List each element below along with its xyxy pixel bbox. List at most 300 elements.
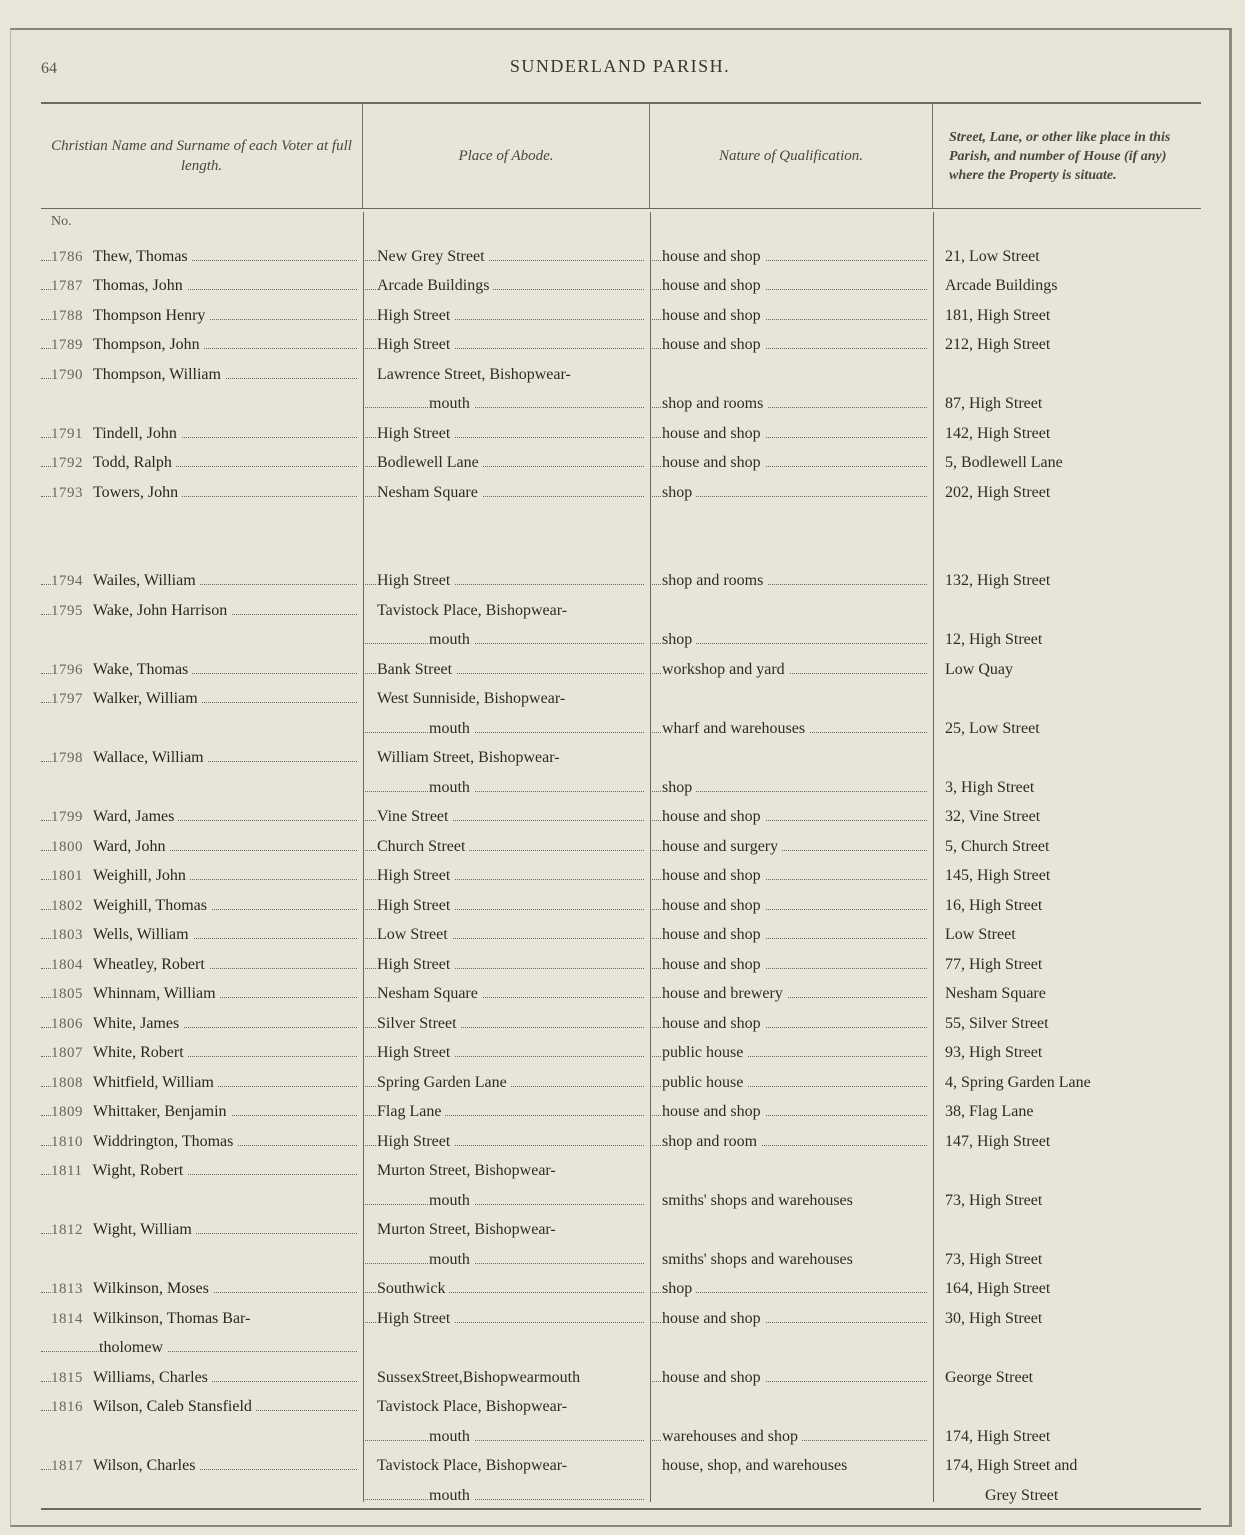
property-cell bbox=[933, 1007, 1201, 1037]
abode-cell-text: Murton Street, Bishopwear- bbox=[377, 1221, 560, 1239]
qualification-cell bbox=[650, 1037, 933, 1067]
property-cell bbox=[933, 801, 1201, 831]
voter-cell bbox=[41, 1155, 363, 1185]
property-cell bbox=[933, 889, 1201, 919]
qualification-cell bbox=[650, 1479, 933, 1509]
voter-cell bbox=[41, 1214, 363, 1244]
voter-entry bbox=[51, 1221, 196, 1239]
abode-cell-text: SussexStreet,Bishopwearmouth bbox=[377, 1369, 584, 1387]
abode-cell-text: Silver Street bbox=[377, 1015, 461, 1033]
qualification-cell bbox=[650, 1273, 933, 1303]
voter-cell bbox=[41, 742, 363, 772]
table-row bbox=[41, 801, 1201, 831]
abode-cell bbox=[363, 830, 650, 860]
table-header bbox=[41, 104, 1201, 208]
abode-cell-text: mouth bbox=[429, 779, 474, 797]
qualification-cell bbox=[650, 240, 933, 270]
page-number: 64 bbox=[41, 60, 57, 77]
qualification-cell-text: smiths' shops and warehouses bbox=[662, 1192, 857, 1210]
abode-cell-text: Church Street bbox=[377, 838, 469, 856]
blank-space bbox=[41, 506, 1201, 565]
voter-number: 1799 bbox=[51, 809, 83, 825]
voter-entry bbox=[51, 690, 202, 708]
voter-name: Wilson, Caleb Stansfield bbox=[93, 1398, 252, 1415]
abode-cell bbox=[363, 417, 650, 447]
voter-entry bbox=[51, 1280, 213, 1298]
voter-name: Tindell, John bbox=[93, 424, 177, 442]
abode-cell-text: High Street bbox=[377, 1044, 454, 1062]
qualification-cell bbox=[650, 388, 933, 418]
abode-cell bbox=[363, 1273, 650, 1303]
voter-cell bbox=[41, 1361, 363, 1391]
abode-cell-text: Lawrence Street, Bishopwear- bbox=[377, 366, 575, 384]
voter-cell bbox=[41, 1096, 363, 1126]
document-page bbox=[10, 28, 1232, 1527]
voter-cell bbox=[41, 712, 363, 742]
voter-cell bbox=[41, 299, 363, 329]
voter-name: White, Robert bbox=[93, 1044, 184, 1061]
property-cell-text: Low Quay bbox=[945, 661, 1017, 679]
table-row bbox=[41, 1155, 1201, 1185]
qualification-cell bbox=[650, 447, 933, 477]
voter-entry bbox=[51, 1074, 218, 1092]
voter-entry bbox=[51, 897, 211, 915]
voter-name: Wilkinson, Thomas Bar- bbox=[93, 1309, 251, 1327]
table-row bbox=[41, 270, 1201, 300]
qualification-cell-text: house and shop bbox=[662, 454, 765, 472]
qualification-cell bbox=[650, 801, 933, 831]
property-cell-text: 93, High Street bbox=[945, 1044, 1046, 1062]
abode-cell-text: High Street bbox=[377, 867, 454, 885]
voter-name: Walker, William bbox=[93, 690, 198, 707]
property-cell bbox=[933, 299, 1201, 329]
voter-number: 1808 bbox=[51, 1074, 83, 1091]
abode-cell-text: Tavistock Place, Bishopwear- bbox=[377, 1398, 571, 1416]
abode-cell-text: Southwick bbox=[377, 1280, 449, 1298]
table-row bbox=[41, 1096, 1201, 1126]
abode-cell-text: Bank Street bbox=[377, 661, 456, 679]
qualification-cell-text: shop and rooms bbox=[662, 395, 767, 413]
header-rule-bottom bbox=[41, 208, 1201, 209]
voter-cell bbox=[41, 358, 363, 388]
voter-name: Weighill, Thomas bbox=[93, 896, 207, 914]
qualification-cell-text: house, shop, and warehouses bbox=[662, 1457, 851, 1475]
voter-entry bbox=[51, 867, 190, 885]
property-cell-text: 21, Low Street bbox=[945, 248, 1044, 266]
abode-cell-text: High Street bbox=[377, 1133, 454, 1151]
voter-cell bbox=[41, 1125, 363, 1155]
voter-name: White, James bbox=[93, 1014, 180, 1032]
qualification-cell-text: shop bbox=[662, 631, 696, 649]
voter-number: 1807 bbox=[51, 1045, 83, 1061]
qualification-cell bbox=[650, 1007, 933, 1037]
property-cell bbox=[933, 1273, 1201, 1303]
abode-cell-text: mouth bbox=[429, 395, 474, 413]
property-cell bbox=[933, 329, 1201, 359]
property-cell bbox=[933, 860, 1201, 890]
voter-name: Widdrington, Thomas bbox=[93, 1132, 234, 1150]
voter-cell bbox=[41, 1332, 363, 1362]
qualification-cell-text: shop and room bbox=[662, 1133, 761, 1151]
qualification-cell bbox=[650, 476, 933, 506]
voter-name: Thompson, William bbox=[93, 365, 221, 383]
property-cell-text: 181, High Street bbox=[945, 307, 1054, 325]
voter-register-table bbox=[41, 212, 1201, 1508]
property-cell-text: Arcade Buildings bbox=[945, 277, 1061, 295]
voter-cell bbox=[41, 771, 363, 801]
voter-number: 1800 bbox=[51, 838, 83, 855]
table-row bbox=[41, 653, 1201, 683]
property-cell bbox=[933, 565, 1201, 595]
voter-cell bbox=[41, 1302, 363, 1332]
abode-cell bbox=[363, 476, 650, 506]
property-cell bbox=[933, 476, 1201, 506]
voter-number: 1809 bbox=[51, 1104, 83, 1120]
qualification-cell bbox=[650, 1302, 933, 1332]
abode-cell bbox=[363, 565, 650, 595]
voter-cell bbox=[41, 889, 363, 919]
voter-entry bbox=[51, 484, 182, 502]
qualification-cell bbox=[650, 860, 933, 890]
voter-entry bbox=[51, 1133, 237, 1151]
voter-cell bbox=[41, 1479, 363, 1509]
voter-entry bbox=[51, 454, 176, 472]
table-row bbox=[41, 1361, 1201, 1391]
abode-cell bbox=[363, 860, 650, 890]
abode-cell-text: Nesham Square bbox=[377, 484, 482, 502]
table-row bbox=[41, 417, 1201, 447]
qualification-cell-text: warehouses and shop bbox=[662, 1428, 802, 1446]
abode-cell-text: William Street, Bishopwear- bbox=[377, 749, 564, 767]
voter-number: 1787 bbox=[51, 278, 83, 294]
voter-number: 1788 bbox=[51, 307, 83, 324]
qualification-cell-text: shop bbox=[662, 484, 696, 502]
voter-cell bbox=[41, 683, 363, 713]
table-row bbox=[41, 1243, 1201, 1273]
table-row bbox=[41, 1007, 1201, 1037]
property-cell-text: 212, High Street bbox=[945, 336, 1054, 354]
table-row bbox=[41, 1066, 1201, 1096]
property-cell bbox=[933, 1420, 1201, 1450]
qualification-cell bbox=[650, 1332, 933, 1362]
qualification-cell-text: house and shop bbox=[662, 248, 765, 266]
property-cell-text: 32, Vine Street bbox=[945, 808, 1044, 826]
page-title: SUNDERLAND PARISH. bbox=[509, 56, 731, 76]
abode-cell-text: mouth bbox=[429, 1192, 474, 1210]
abode-cell bbox=[363, 358, 650, 388]
table-row bbox=[41, 240, 1201, 270]
property-cell bbox=[933, 948, 1201, 978]
abode-cell bbox=[363, 240, 650, 270]
voter-cell bbox=[41, 447, 363, 477]
table-row bbox=[41, 388, 1201, 418]
property-cell bbox=[933, 624, 1201, 654]
abode-cell bbox=[363, 1450, 650, 1480]
property-cell bbox=[933, 417, 1201, 447]
qualification-cell-text: house and shop bbox=[662, 1015, 765, 1033]
voter-cell bbox=[41, 1243, 363, 1273]
voter-name: Towers, John bbox=[93, 483, 179, 501]
property-cell bbox=[933, 447, 1201, 477]
property-cell-text: 25, Low Street bbox=[945, 720, 1044, 738]
table-row bbox=[41, 948, 1201, 978]
property-cell-text: 77, High Street bbox=[945, 956, 1046, 974]
property-cell-text: 202, High Street bbox=[945, 484, 1054, 502]
abode-cell-text: High Street bbox=[377, 572, 454, 590]
property-cell bbox=[933, 653, 1201, 683]
property-cell bbox=[933, 1479, 1201, 1509]
qualification-cell bbox=[650, 742, 933, 772]
property-cell-text: 5, Church Street bbox=[945, 838, 1053, 856]
voter-name: Thompson Henry bbox=[93, 306, 206, 324]
abode-cell-text: High Street bbox=[377, 307, 454, 325]
table-row bbox=[41, 1479, 1201, 1509]
abode-cell bbox=[363, 801, 650, 831]
column-header-qualification: Nature of Qualification. bbox=[650, 104, 933, 208]
abode-cell bbox=[363, 771, 650, 801]
abode-cell-text: High Street bbox=[377, 956, 454, 974]
abode-cell-text: mouth bbox=[429, 631, 474, 649]
voter-entry bbox=[51, 572, 200, 590]
qualification-cell-text: shop and rooms bbox=[662, 572, 767, 590]
qualification-cell-text: smiths' shops and warehouses bbox=[662, 1251, 857, 1269]
voter-name-continued: tholomew bbox=[99, 1339, 167, 1357]
abode-cell bbox=[363, 712, 650, 742]
property-cell-text: 132, High Street bbox=[945, 572, 1054, 590]
property-cell bbox=[933, 1243, 1201, 1273]
voter-cell bbox=[41, 270, 363, 300]
qualification-cell bbox=[650, 358, 933, 388]
property-cell bbox=[933, 978, 1201, 1008]
property-cell bbox=[933, 771, 1201, 801]
qualification-cell bbox=[650, 1125, 933, 1155]
property-cell bbox=[933, 919, 1201, 949]
qualification-cell bbox=[650, 712, 933, 742]
property-cell bbox=[933, 1391, 1201, 1421]
voter-cell bbox=[41, 388, 363, 418]
voter-name: Wight, William bbox=[93, 1221, 192, 1238]
property-cell bbox=[933, 240, 1201, 270]
property-cell-text: 164, High Street bbox=[945, 1280, 1054, 1298]
qualification-cell-text: house and shop bbox=[662, 956, 765, 974]
voter-entry bbox=[51, 336, 204, 354]
abode-cell bbox=[363, 919, 650, 949]
abode-cell-text: Arcade Buildings bbox=[377, 277, 493, 295]
abode-cell-text: High Street bbox=[377, 897, 454, 915]
property-cell bbox=[933, 1450, 1201, 1480]
qualification-cell bbox=[650, 683, 933, 713]
property-cell bbox=[933, 594, 1201, 624]
voter-number: 1797 bbox=[51, 691, 83, 707]
qualification-cell bbox=[650, 978, 933, 1008]
qualification-cell bbox=[650, 417, 933, 447]
voter-name: Williams, Charles bbox=[93, 1368, 208, 1386]
table-row bbox=[41, 683, 1201, 713]
abode-cell bbox=[363, 329, 650, 359]
voter-name: Wallace, William bbox=[93, 749, 204, 766]
voter-name: Wake, John Harrison bbox=[93, 601, 228, 619]
voter-cell bbox=[41, 329, 363, 359]
voter-number: 1803 bbox=[51, 927, 83, 943]
property-cell-text: 147, High Street bbox=[945, 1133, 1054, 1151]
voter-name: Thomas, John bbox=[93, 277, 183, 294]
voter-entry bbox=[51, 985, 220, 1003]
table-row bbox=[41, 447, 1201, 477]
voter-entry bbox=[51, 1015, 183, 1033]
table-row bbox=[41, 860, 1201, 890]
column-header-property-location: Street, Lane, or other like place in this Parish, and number of House (if any) where the Property is situate. bbox=[949, 129, 1171, 183]
table-row bbox=[41, 1332, 1201, 1362]
voter-cell bbox=[41, 801, 363, 831]
abode-cell bbox=[363, 1066, 650, 1096]
abode-cell bbox=[363, 1332, 650, 1362]
table-row bbox=[41, 329, 1201, 359]
voter-name: Thew, Thomas bbox=[93, 247, 188, 265]
voter-entry bbox=[51, 1162, 187, 1180]
qualification-cell bbox=[650, 771, 933, 801]
voter-cell bbox=[41, 1450, 363, 1480]
voter-number: 1789 bbox=[51, 337, 83, 353]
property-cell bbox=[933, 1037, 1201, 1067]
table-row bbox=[41, 1125, 1201, 1155]
qualification-cell-text: house and shop bbox=[662, 867, 765, 885]
voter-name: Wilkinson, Moses bbox=[93, 1280, 209, 1297]
voter-number: 1804 bbox=[51, 956, 83, 973]
voter-entry bbox=[51, 838, 169, 856]
voter-number: 1792 bbox=[51, 455, 83, 471]
table-row bbox=[41, 1420, 1201, 1450]
property-cell bbox=[933, 1184, 1201, 1214]
property-cell bbox=[933, 683, 1201, 713]
qualification-cell-text: house and surgery bbox=[662, 838, 782, 856]
table-row bbox=[41, 299, 1201, 329]
property-cell-text: 3, High Street bbox=[945, 779, 1038, 797]
voter-name: Wheatley, Robert bbox=[93, 955, 205, 973]
footer-rule bbox=[41, 1508, 1201, 1510]
voter-number: 1810 bbox=[51, 1133, 83, 1150]
table-row bbox=[41, 1214, 1201, 1244]
voter-cell bbox=[41, 978, 363, 1008]
property-cell-text: 55, Silver Street bbox=[945, 1015, 1053, 1033]
voter-cell bbox=[41, 860, 363, 890]
qualification-cell-text: public house bbox=[662, 1074, 747, 1092]
property-cell bbox=[933, 1361, 1201, 1391]
column-header-place-of-abode: Place of Abode. bbox=[363, 104, 650, 208]
table-row bbox=[41, 771, 1201, 801]
abode-cell bbox=[363, 594, 650, 624]
voter-number: 1793 bbox=[51, 484, 83, 501]
table-row bbox=[41, 476, 1201, 506]
table-row bbox=[41, 358, 1201, 388]
abode-cell-text: Tavistock Place, Bishopwear- bbox=[377, 602, 571, 620]
qualification-cell-text: house and shop bbox=[662, 277, 765, 295]
voter-cell bbox=[41, 476, 363, 506]
abode-cell-text: Nesham Square bbox=[377, 985, 482, 1003]
abode-cell bbox=[363, 1361, 650, 1391]
abode-cell-text: Tavistock Place, Bishopwear- bbox=[377, 1457, 571, 1475]
abode-cell-text: High Street bbox=[377, 425, 454, 443]
qualification-cell bbox=[650, 1214, 933, 1244]
qualification-cell-text: house and shop bbox=[662, 808, 765, 826]
qualification-cell-text: house and shop bbox=[662, 1103, 765, 1121]
property-cell-text: 142, High Street bbox=[945, 425, 1054, 443]
property-cell-text: 12, High Street bbox=[945, 631, 1046, 649]
abode-cell bbox=[363, 447, 650, 477]
qualification-cell bbox=[650, 1420, 933, 1450]
property-cell-text: 174, High Street and bbox=[945, 1457, 1081, 1475]
property-cell-text: Grey Street bbox=[985, 1487, 1062, 1505]
table-row bbox=[41, 1184, 1201, 1214]
qualification-cell bbox=[650, 1243, 933, 1273]
voter-entry bbox=[51, 1398, 256, 1416]
property-cell-text: 38, Flag Lane bbox=[945, 1103, 1037, 1121]
property-cell-text: 73, High Street bbox=[945, 1192, 1046, 1210]
voter-entry bbox=[51, 808, 178, 826]
qualification-cell-text: workshop and yard bbox=[662, 661, 789, 679]
property-cell bbox=[933, 742, 1201, 772]
abode-cell-text: Murton Street, Bishopwear- bbox=[377, 1162, 560, 1180]
qualification-cell-text: house and shop bbox=[662, 926, 765, 944]
qualification-cell-text: house and shop bbox=[662, 1310, 765, 1328]
table-row bbox=[41, 1273, 1201, 1303]
voter-number: 1794 bbox=[51, 573, 83, 589]
property-cell bbox=[933, 1214, 1201, 1244]
abode-cell bbox=[363, 1302, 650, 1332]
abode-cell bbox=[363, 1420, 650, 1450]
qualification-cell-text: shop bbox=[662, 1280, 696, 1298]
qualification-cell bbox=[650, 889, 933, 919]
voter-entry bbox=[51, 749, 208, 767]
voter-entry bbox=[51, 366, 225, 384]
table-row bbox=[41, 1450, 1201, 1480]
voter-entry bbox=[51, 661, 192, 679]
qualification-cell bbox=[650, 624, 933, 654]
qualification-cell bbox=[650, 299, 933, 329]
property-cell bbox=[933, 1155, 1201, 1185]
voter-cell bbox=[41, 1391, 363, 1421]
voter-name: Weighill, John bbox=[93, 867, 186, 884]
abode-cell bbox=[363, 1391, 650, 1421]
voter-entry bbox=[51, 1369, 212, 1387]
abode-cell bbox=[363, 1125, 650, 1155]
property-cell bbox=[933, 1125, 1201, 1155]
voter-cell bbox=[41, 1037, 363, 1067]
qualification-cell-text: shop bbox=[662, 779, 696, 797]
voter-entry bbox=[51, 1310, 254, 1328]
qualification-cell bbox=[650, 1096, 933, 1126]
abode-cell bbox=[363, 1184, 650, 1214]
table-row bbox=[41, 712, 1201, 742]
voter-number: 1795 bbox=[51, 602, 83, 619]
property-cell-text: 5, Bodlewell Lane bbox=[945, 454, 1067, 472]
voter-name: Wells, William bbox=[93, 926, 189, 943]
property-cell-text: 4, Spring Garden Lane bbox=[945, 1074, 1095, 1092]
qualification-cell-text: house and shop bbox=[662, 897, 765, 915]
qualification-cell bbox=[650, 565, 933, 595]
table-row bbox=[41, 742, 1201, 772]
abode-cell bbox=[363, 1214, 650, 1244]
abode-cell bbox=[363, 1096, 650, 1126]
qualification-cell-text: house and shop bbox=[662, 307, 765, 325]
property-cell-text: Low Street bbox=[945, 926, 1020, 944]
register-rows bbox=[41, 240, 1201, 1509]
property-cell bbox=[933, 388, 1201, 418]
property-cell bbox=[933, 270, 1201, 300]
abode-cell-text: mouth bbox=[429, 1487, 474, 1505]
abode-cell-text: Low Street bbox=[377, 926, 452, 944]
voter-cell bbox=[41, 624, 363, 654]
abode-cell bbox=[363, 1155, 650, 1185]
